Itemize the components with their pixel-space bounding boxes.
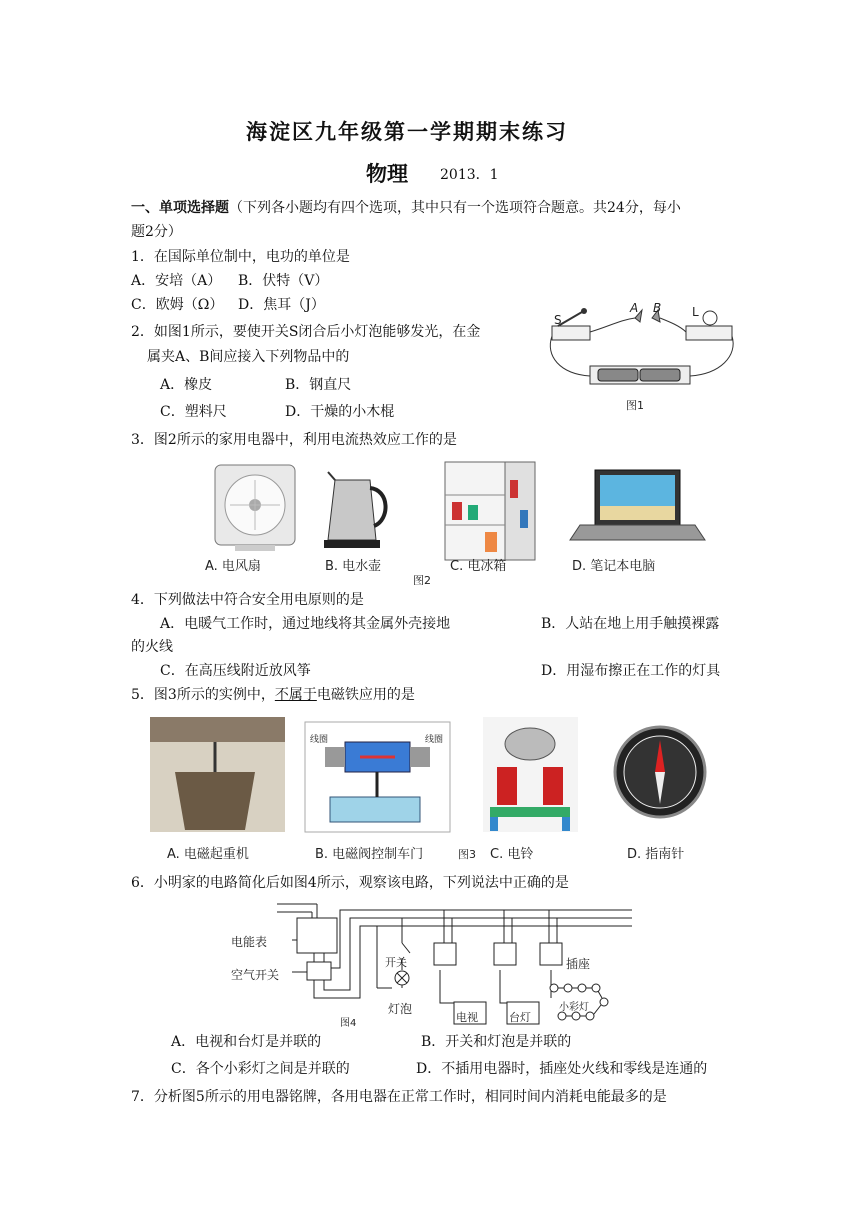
fig4-lights-label: 小彩灯 <box>559 1002 589 1013</box>
fig4-switch-label: 开关 <box>385 956 407 969</box>
q5-stem-emphasis: 不属于 <box>274 687 317 703</box>
fig4-tv-label: 电视 <box>456 1011 478 1024</box>
q4-option-a: A．电暖气工作时，通过地线将其金属外壳接地 <box>160 616 451 632</box>
fig2-option-b: B. 电水壶 <box>325 559 382 574</box>
fig3-option-d: D. 指南针 <box>627 847 685 862</box>
q6-option-b: B．开关和灯泡是并联的 <box>421 1034 572 1050</box>
section-heading <box>131 198 681 218</box>
q3-stem: 3．图2所示的家用电器中，利用电流热效应工作的是 <box>131 432 457 448</box>
q2-stem-cont: 属夹A、B间应接入下列物品中的 <box>147 349 350 365</box>
fig3-option-b: B. 电磁阀控制车门 <box>315 847 424 862</box>
q2-option-c: C．塑料尺 <box>160 404 227 420</box>
valve-coil-left: 线圈 <box>310 735 329 745</box>
q1-stem: 1．在国际单位制中，电功的单位是 <box>131 249 350 265</box>
laptop-icon <box>570 470 705 540</box>
q5-stem-post: 电磁铁应用的是 <box>316 687 415 703</box>
fridge-icon <box>445 462 535 560</box>
exam-date: 2013．1 <box>440 167 499 183</box>
fig3-option-a: A. 电磁起重机 <box>167 847 249 862</box>
section-note: （下列各小题均有四个选项，其中只有一个选项符合题意。共24分，每小 <box>229 200 681 216</box>
q1-option-c: C．欧姆（Ω） <box>131 297 224 313</box>
q6-option-a: A．电视和台灯是并联的 <box>171 1034 322 1050</box>
section-note-cont: 题2分） <box>131 224 182 240</box>
q5-stem <box>131 685 415 705</box>
fig4-meter-label: 电能表 <box>231 935 268 949</box>
q2-option-b: B．钢直尺 <box>285 377 352 393</box>
q1-option-b: B．伏特（V） <box>238 273 329 289</box>
fig1-label-l: L <box>692 305 699 319</box>
page-title: 海淀区九年级第一学期期末练习 <box>246 119 568 144</box>
q1-option-d: D．焦耳（J） <box>238 297 325 313</box>
q5-stem-pre: 5．图3所示的实例中， <box>131 687 275 703</box>
fig3-option-c: C. 电铃 <box>490 847 534 862</box>
bell-icon <box>483 717 578 832</box>
fig1-label-s: S <box>554 313 562 327</box>
figure-3-electromagnets <box>145 712 745 864</box>
q4-option-c: C．在高压线附近放风筝 <box>160 663 311 679</box>
fig1-label-a: A <box>630 301 639 315</box>
fig4-socket-label: 插座 <box>566 957 591 971</box>
valve-coil-right: 线圈 <box>425 735 444 745</box>
fig1-caption: 图1 <box>626 399 644 412</box>
fig2-option-c: C. 电冰箱 <box>450 559 507 574</box>
subject-title: 物理 <box>366 161 408 186</box>
figure-1-circuit <box>540 296 740 416</box>
fig3-caption: 图3 <box>458 848 476 861</box>
fig1-label-b: B <box>653 301 662 315</box>
compass-icon <box>615 727 705 817</box>
section-title: 一、单项选择题 <box>131 200 229 216</box>
q2-option-d: D．干燥的小木棍 <box>285 404 395 420</box>
fig2-caption: 图2 <box>413 574 431 585</box>
q4-option-d: D．用湿布擦正在工作的灯具 <box>541 663 721 679</box>
q4-option-b: B．人站在地上用手触摸裸露 <box>541 616 720 632</box>
crane-photo <box>150 717 285 832</box>
fig4-caption: 图4 <box>340 1018 357 1029</box>
q6-option-d: D．不插用电器时，插座处火线和零线是连通的 <box>416 1061 708 1077</box>
q2-option-a: A．橡皮 <box>160 377 213 393</box>
q7-stem: 7．分析图5所示的用电器铭牌，各用电器在正常工作时，相同时间内消耗电能最多的是 <box>131 1089 667 1105</box>
q6-stem: 6．小明家的电路简化后如图4所示，观察该电路，下列说法中正确的是 <box>131 875 569 891</box>
fig4-breaker-label: 空气开关 <box>231 968 280 982</box>
fig4-bulb-label: 灯泡 <box>388 1002 413 1016</box>
figure-2-appliances <box>200 460 740 585</box>
kettle-icon <box>324 472 386 548</box>
fig4-lamp-label: 台灯 <box>509 1011 531 1024</box>
q4-stem: 4．下列做法中符合安全用电原则的是 <box>131 592 364 608</box>
fig2-option-a: A. 电风扇 <box>205 559 261 574</box>
q6-option-c: C．各个小彩灯之间是并联的 <box>171 1061 350 1077</box>
fan-icon <box>215 465 295 551</box>
q4-option-b-cont: 的火线 <box>131 639 173 655</box>
q1-option-a: A．安培（A） <box>131 273 222 289</box>
q2-stem: 2．如图1所示，要使开关S闭合后小灯泡能够发光，在金 <box>131 324 481 340</box>
figure-4-home-circuit <box>222 898 642 1030</box>
fig4-small-lights <box>550 970 608 1020</box>
valve-diagram <box>305 722 450 832</box>
fig2-option-d: D. 笔记本电脑 <box>572 559 656 574</box>
